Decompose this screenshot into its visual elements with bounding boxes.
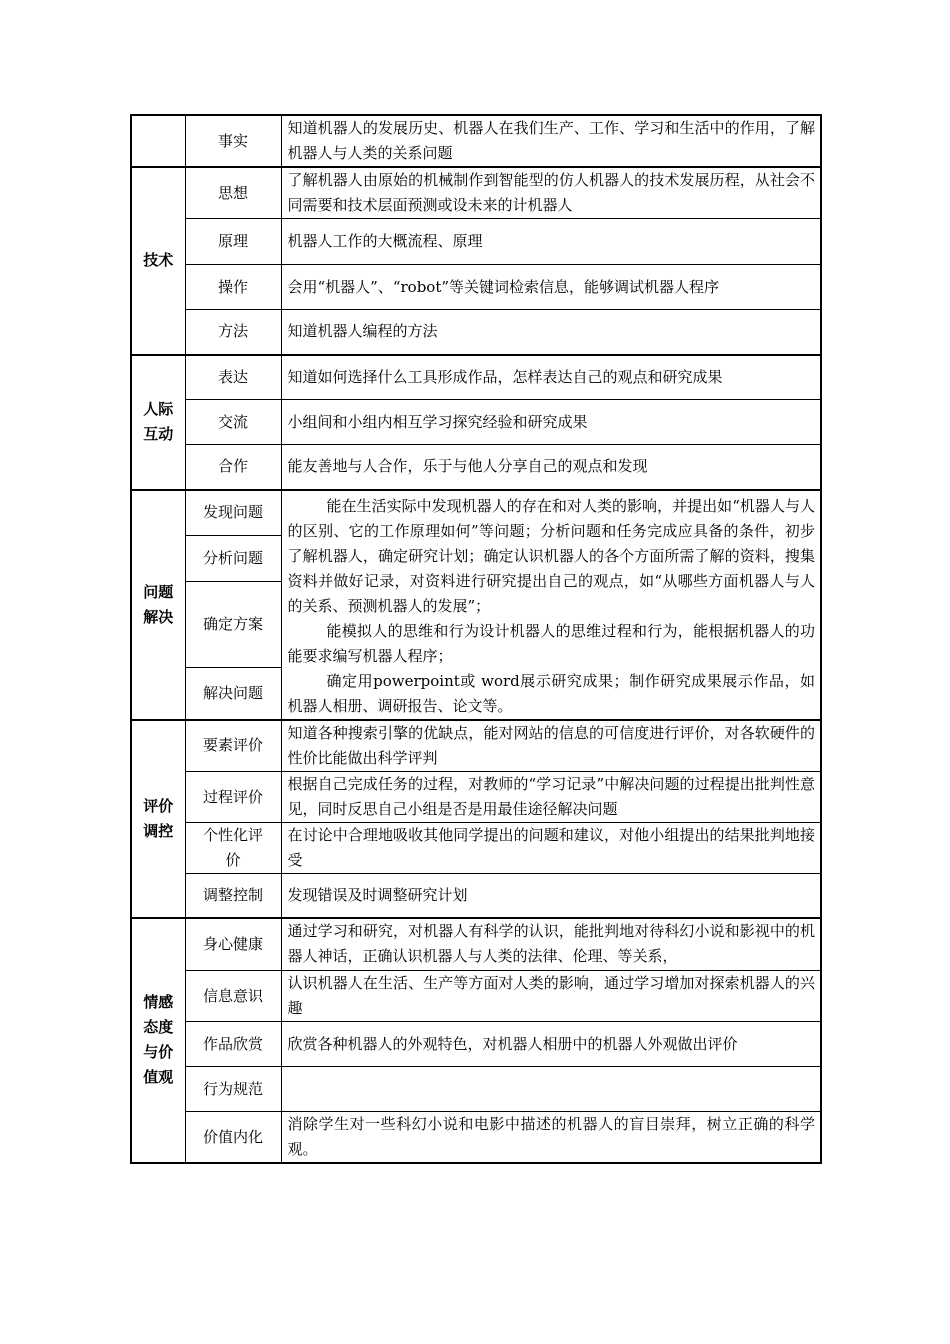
subcategory-line: 价 [225, 851, 241, 869]
description-cell: 能友善地与人合作，乐于与他人分享自己的观点和发现 [281, 445, 821, 490]
description-cell: 通过学习和研究，对机器人有科学的认识，能批判地对待科幻小说和影视中的机器人神话，正确认识机器人与人类的法律、伦理、等关系， [281, 918, 821, 971]
description-cell: 欣赏各种机器人的外观特色，对机器人相册中的机器人外观做出评价 [281, 1022, 821, 1067]
table-row [131, 1112, 821, 1164]
category-line: 人际 [143, 400, 174, 418]
subcategory-cell: 作品欣赏 [185, 1022, 281, 1067]
objectives-table [130, 114, 822, 1164]
table-row [131, 310, 821, 355]
table-row [131, 490, 821, 536]
description-cell: 小组间和小组内相互学习探究经验和研究成果 [281, 400, 821, 445]
category-line: 解决 [143, 607, 174, 626]
category-cell-values [131, 918, 185, 1164]
category-cell-interaction [131, 355, 185, 490]
subcategory-line: 个性化评 [202, 826, 263, 844]
category-line: 评价 [143, 796, 174, 815]
subcategory-cell: 方法 [185, 310, 281, 355]
category-line: 互动 [143, 425, 174, 443]
category-line: 调控 [143, 821, 174, 840]
subcategory-cell: 价值内化 [185, 1112, 281, 1164]
description-cell [281, 1067, 821, 1112]
category-cell-problem-solving [131, 490, 185, 720]
subcategory-cell: 原理 [185, 219, 281, 265]
table-row [131, 874, 821, 918]
description-paragraph: 确定用powerpoint或 word展示研究成果；制作研究成果展示作品，如机器人相册、调研报告、论文等。 [287, 671, 815, 715]
category-cell-technology: 技术 [131, 167, 185, 355]
table-row [131, 720, 821, 772]
subcategory-cell: 确定方案 [185, 582, 281, 668]
subcategory-cell: 信息意识 [185, 971, 281, 1022]
category-line: 值观 [143, 1068, 174, 1087]
table-row [131, 1067, 821, 1112]
description-cell: 在讨论中合理地吸收其他同学提出的问题和建议，对他小组提出的结果批判地接受 [281, 823, 821, 874]
description-cell: 消除学生对一些科幻小说和电影中描述的机器人的盲目崇拜，树立正确的科学观。 [281, 1112, 821, 1164]
category-line: 与价 [143, 1043, 174, 1062]
description-cell: 知道各种搜索引擎的优缺点，能对网站的信息的可信度进行评价，对各软硬件的性价比能做出科学评判 [281, 720, 821, 772]
table-row [131, 772, 821, 823]
description-cell: 根据自己完成任务的过程，对教师的“学习记录”中解决问题的过程提出批判性意见，同时反思自己小组是否是用最佳途径解决问题 [281, 772, 821, 823]
description-paragraph: 能模拟人的思维和行为设计机器人的思维过程和行为，能根据机器人的功能要求编写机器人程序； [287, 621, 815, 665]
subcategory-cell: 解决问题 [185, 667, 281, 719]
table-row [131, 219, 821, 265]
table-row [131, 445, 821, 490]
table-row [131, 115, 821, 167]
subcategory-cell [185, 823, 281, 874]
table-row [131, 167, 821, 219]
description-paragraph: 能在生活实际中发现机器人的存在和对人类的影响，并提出如“机器人与人的区别、它的工作原理如何”等问题；分析问题和任务完成应具备的条件，初步了解机器人，确定研究计划；确定认识机器人的各个方面所需了解的资料，搜集资料并做好记录，对资料进行研究提出自己的观点，如“从哪些方面机器人与人的关系、预测机器人的发展”； [287, 496, 815, 615]
subcategory-cell: 事实 [185, 115, 281, 167]
description-cell: 机器人工作的大概流程、原理 [281, 219, 821, 265]
subcategory-cell: 操作 [185, 265, 281, 310]
description-cell: 知道如何选择什么工具形成作品，怎样表达自己的观点和研究成果 [281, 355, 821, 400]
table-row [131, 265, 821, 310]
subcategory-cell: 表达 [185, 355, 281, 400]
category-cell-evaluation [131, 720, 185, 918]
category-line: 态度 [143, 1018, 174, 1037]
subcategory-cell: 过程评价 [185, 772, 281, 823]
table-row [131, 400, 821, 445]
description-cell: 会用“机器人”、“robot”等关键词检索信息，能够调试机器人程序 [281, 265, 821, 310]
description-cell: 了解机器人由原始的机械制作到智能型的仿人机器人的技术发展历程，从社会不同需要和技术层面预测或设未来的计机器人 [281, 167, 821, 219]
subcategory-cell: 发现问题 [185, 490, 281, 536]
table-row [131, 823, 821, 874]
description-cell-merged [281, 490, 821, 720]
category-line: 问题 [143, 582, 174, 601]
table-row [131, 355, 821, 400]
subcategory-cell: 思想 [185, 167, 281, 219]
table-row [131, 918, 821, 971]
category-cell-empty [131, 115, 185, 167]
description-cell: 认识机器人在生活、生产等方面对人类的影响，通过学习增加对探索机器人的兴趣 [281, 971, 821, 1022]
subcategory-cell: 分析问题 [185, 536, 281, 582]
subcategory-cell: 身心健康 [185, 918, 281, 971]
subcategory-cell: 合作 [185, 445, 281, 490]
subcategory-cell: 调整控制 [185, 874, 281, 918]
subcategory-cell: 行为规范 [185, 1067, 281, 1112]
description-cell: 知道机器人的发展历史、机器人在我们生产、工作、学习和生活中的作用，了解机器人与人类的关系问题 [281, 115, 821, 167]
table-row [131, 971, 821, 1022]
category-line: 情感 [143, 993, 174, 1012]
description-cell: 知道机器人编程的方法 [281, 310, 821, 355]
subcategory-cell: 交流 [185, 400, 281, 445]
table-row [131, 1022, 821, 1067]
subcategory-cell: 要素评价 [185, 720, 281, 772]
description-cell: 发现错误及时调整研究计划 [281, 874, 821, 918]
